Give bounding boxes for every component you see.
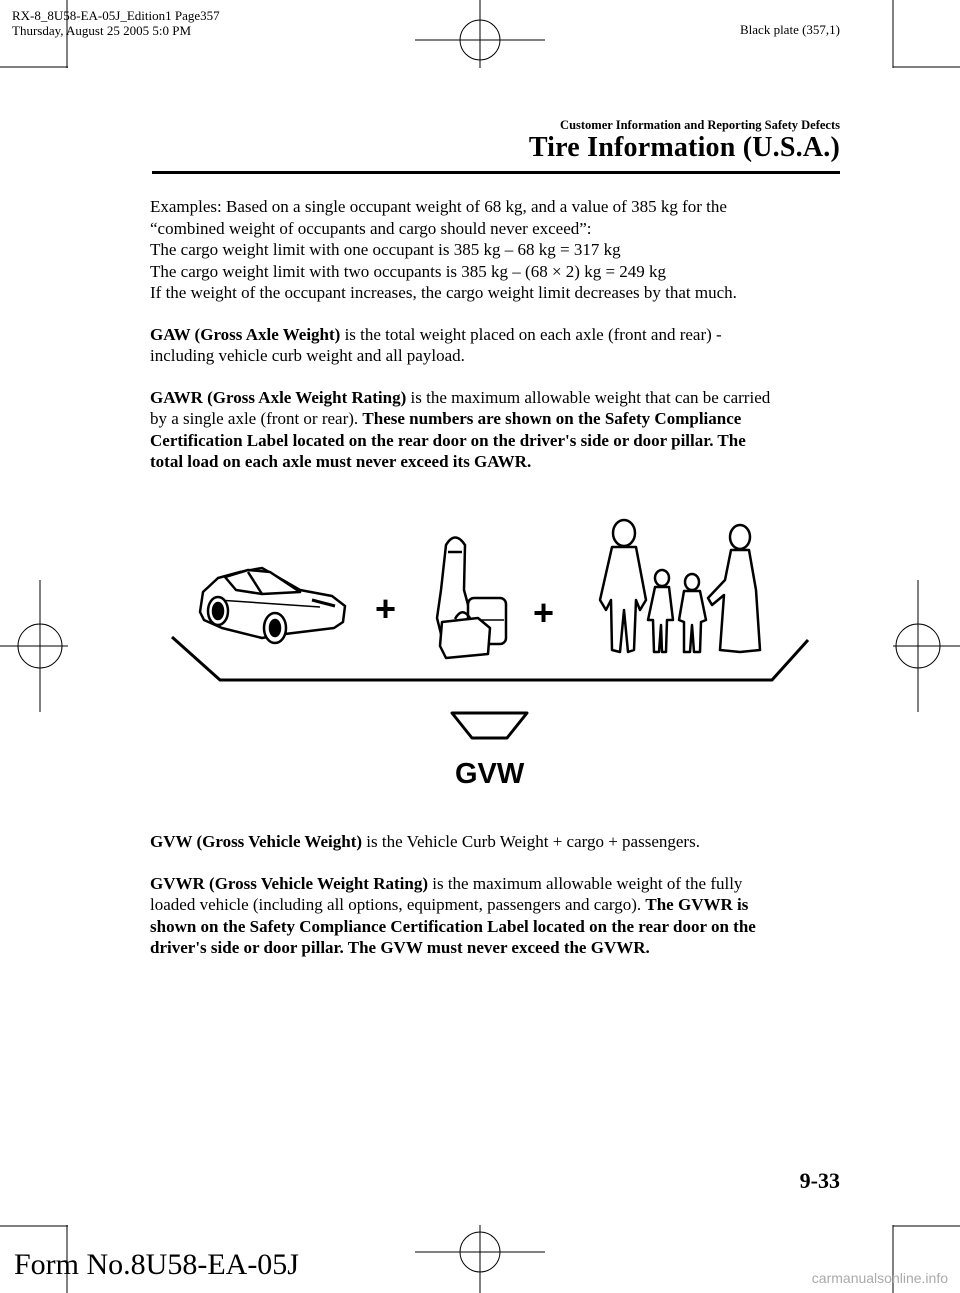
gvw-rest: is the Vehicle Curb Weight + cargo + passengers.: [362, 832, 700, 851]
section-heading: Customer Information and Reporting Safety Defects: [560, 118, 840, 132]
gaw-line-1: is the total weight placed on each axle (front and rear) -: [340, 324, 722, 344]
gvwr-line-2-bold: The GVWR is: [645, 895, 749, 914]
gvwr-line-3: shown on the Safety Compliance Certification Label located on the rear door on the: [150, 916, 756, 936]
gawr-term: GAWR (Gross Axle Weight Rating): [150, 387, 407, 407]
body-lower: [150, 831, 840, 979]
gvwr-term: GVWR (Gross Vehicle Weight Rating): [150, 873, 428, 893]
gvw-term: GVW (Gross Vehicle Weight): [150, 832, 363, 851]
luggage-illustration: [437, 538, 506, 659]
gawr-line-1: is the maximum allowable weight that can be carried: [406, 387, 771, 407]
print-line-1: RX-8_8U58-EA-05J_Edition1 Page357: [12, 8, 220, 23]
watermark: carmanualsonline.info: [811, 1270, 948, 1286]
people-illustration: [600, 520, 760, 652]
examples-line-5: If the weight of the occupant increases, the cargo weight limit decreases by that much.: [150, 283, 737, 302]
examples-line-1: Examples: Based on a single occupant weight of 68 kg, and a value of 385 kg for the: [150, 197, 727, 216]
gvwr-paragraph: [150, 873, 840, 959]
gawr-line-2-bold: These numbers are shown on the Safety Compliance: [362, 409, 742, 428]
gawr-line-4: total load on each axle must never exceed its GAWR.: [150, 452, 532, 471]
page-title: Tire Information (U.S.A.): [528, 132, 840, 163]
gvwr-line-2-plain: loaded vehicle (including all options, equipment, passengers and cargo).: [150, 895, 646, 914]
plus-sign-2: +: [533, 592, 555, 633]
gaw-line-2: including vehicle curb weight and all payload.: [150, 346, 465, 365]
gvw-paragraph: [150, 831, 840, 853]
gvw-figure-label: GVW: [455, 758, 525, 790]
form-number: Form No.8U58-EA-05J: [14, 1248, 299, 1281]
car-illustration: [200, 568, 345, 643]
plus-sign-1: +: [375, 588, 397, 629]
plate-label: Black plate (357,1): [740, 22, 840, 37]
gvwr-line-4: driver's side or door pillar. The GVW must never exceed the GVWR.: [150, 938, 650, 957]
gaw-term: GAW (Gross Axle Weight): [150, 324, 341, 344]
examples-line-3: The cargo weight limit with one occupant is 385 kg – 68 kg = 317 kg: [150, 240, 621, 259]
gawr-line-2-plain: by a single axle (front or rear).: [150, 409, 363, 428]
down-arrow-icon: [452, 713, 527, 738]
gvwr-line-1: is the maximum allowable weight of the fully: [428, 873, 743, 893]
page-number: 9-33: [799, 1168, 840, 1193]
print-line-2: Thursday, August 25 2005 5:0 PM: [12, 23, 191, 38]
examples-line-2: “combined weight of occupants and cargo should never exceed”:: [150, 218, 592, 238]
gawr-line-3: Certification Label located on the rear door on the driver's side or door pillar. The: [150, 430, 746, 450]
examples-line-4: The cargo weight limit with two occupants is 385 kg – (68 × 2) kg = 249 kg: [150, 261, 667, 281]
